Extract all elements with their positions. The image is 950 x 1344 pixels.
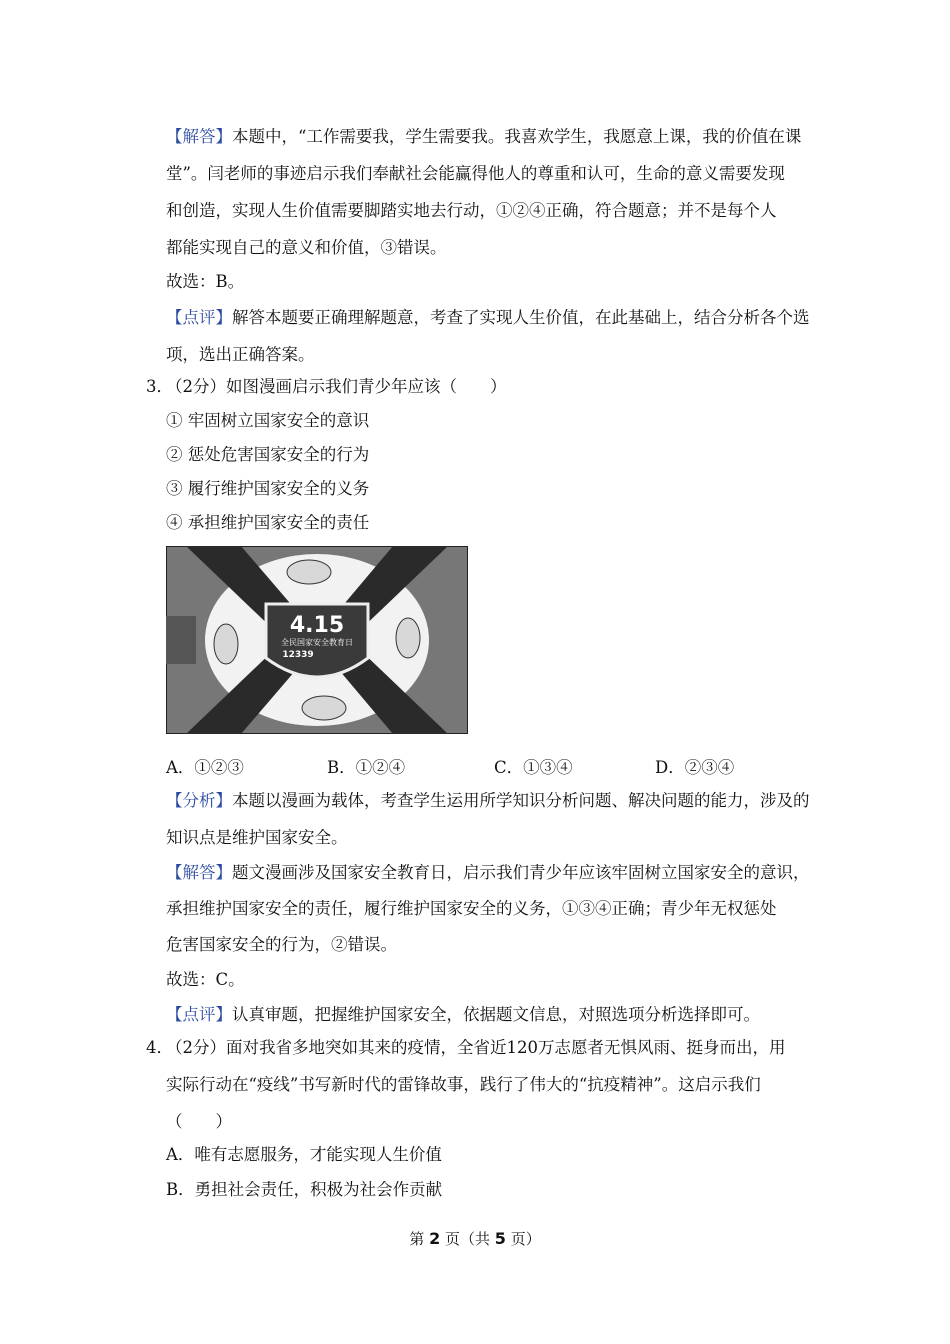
- q3-item-3: ③ 履行维护国家安全的义务: [166, 479, 370, 498]
- q2-answer-line-1: 【解答】本题中，“工作需要我，学生需要我。我喜欢学生，我愿意上课，我的价值在课: [166, 127, 802, 146]
- q4-number: 4．: [146, 1038, 173, 1057]
- q4-option-b[interactable]: B．勇担社会责任，积极为社会作贡献: [166, 1180, 443, 1199]
- q3-item-4: ④ 承担维护国家安全的责任: [166, 513, 370, 532]
- q2-answer-line-4: 都能实现自己的意义和价值，③错误。: [166, 238, 447, 257]
- q4-stem-line-2: 实际行动在“疫线”书写新时代的雷锋故事，践行了伟大的“抗疫精神”。这启示我们: [166, 1075, 761, 1094]
- analysis-tag: 【分析】: [166, 791, 232, 810]
- q3-comic-image: [166, 546, 468, 734]
- q3-analysis-line-2: 知识点是维护国家安全。: [166, 828, 348, 847]
- q4-stem-line-3: （ ）: [166, 1112, 232, 1131]
- q2-choose: 故选：B。: [166, 272, 245, 291]
- q3-option-b[interactable]: B．①②④: [327, 758, 406, 777]
- q3-choose: 故选：C。: [166, 970, 245, 989]
- q3-answer-line-1: 【解答】题文漫画涉及国家安全教育日，启示我们青少年应该牢固树立国家安全的意识，: [166, 863, 810, 882]
- answer-tag: 【解答】: [166, 127, 232, 146]
- page-footer: 第 2 页（共 5 页）: [409, 1229, 541, 1248]
- q2-comment-line-1: 【点评】解答本题要正确理解题意，考查了实现人生价值，在此基础上，结合分析各个选: [166, 308, 810, 327]
- comment-tag: 【点评】: [166, 308, 232, 327]
- page-total: 5: [494, 1229, 506, 1248]
- q3-number: 3．: [146, 377, 173, 396]
- q4-stem-line-1: （2分）面对我省多地突如其来的疫情，全省近120万志愿者无惧风雨、挺身而出，用: [166, 1038, 786, 1057]
- q2-answer-line-2: 堂”。闫老师的事迹启示我们奉献社会能赢得他人的尊重和认可，生命的意义需要发现: [166, 164, 785, 183]
- q2-comment-line-2: 项，选出正确答案。: [166, 345, 315, 364]
- q3-item-1: ① 牢固树立国家安全的意识: [166, 411, 370, 430]
- q3-item-2: ② 惩处危害国家安全的行为: [166, 445, 370, 464]
- q3-option-d[interactable]: D．②③④: [655, 758, 735, 777]
- shield-caption: 全民国家安全教育日: [281, 638, 353, 647]
- shield-number: 12339: [282, 650, 314, 660]
- comment-tag: 【点评】: [166, 1005, 232, 1024]
- q3-analysis-line-1: 【分析】本题以漫画为载体，考查学生运用所学知识分析问题、解决问题的能力，涉及的: [166, 791, 810, 810]
- q3-stem: （2分）如图漫画启示我们青少年应该（ ）: [166, 377, 507, 396]
- q3-option-a[interactable]: A．①②③: [166, 758, 244, 777]
- q2-answer-line-3: 和创造，实现人生价值需要脚踏实地去行动，①②④正确，符合题意；并不是每个人: [166, 201, 777, 220]
- shield-date: 4.15: [289, 613, 345, 638]
- q3-answer-line-3: 危害国家安全的行为，②错误。: [166, 935, 397, 954]
- page-number: 2: [429, 1229, 441, 1248]
- q3-answer-line-2: 承担维护国家安全的责任，履行维护国家安全的义务，①③④正确；青少年无权惩处: [166, 899, 777, 918]
- q4-option-a[interactable]: A．唯有志愿服务，才能实现人生价值: [166, 1145, 442, 1164]
- answer-tag: 【解答】: [166, 863, 232, 882]
- q3-option-c[interactable]: C．①③④: [494, 758, 573, 777]
- q3-comment-line-1: 【点评】认真审题，把握维护国家安全，依据题文信息，对照选项分析选择即可。: [166, 1005, 760, 1024]
